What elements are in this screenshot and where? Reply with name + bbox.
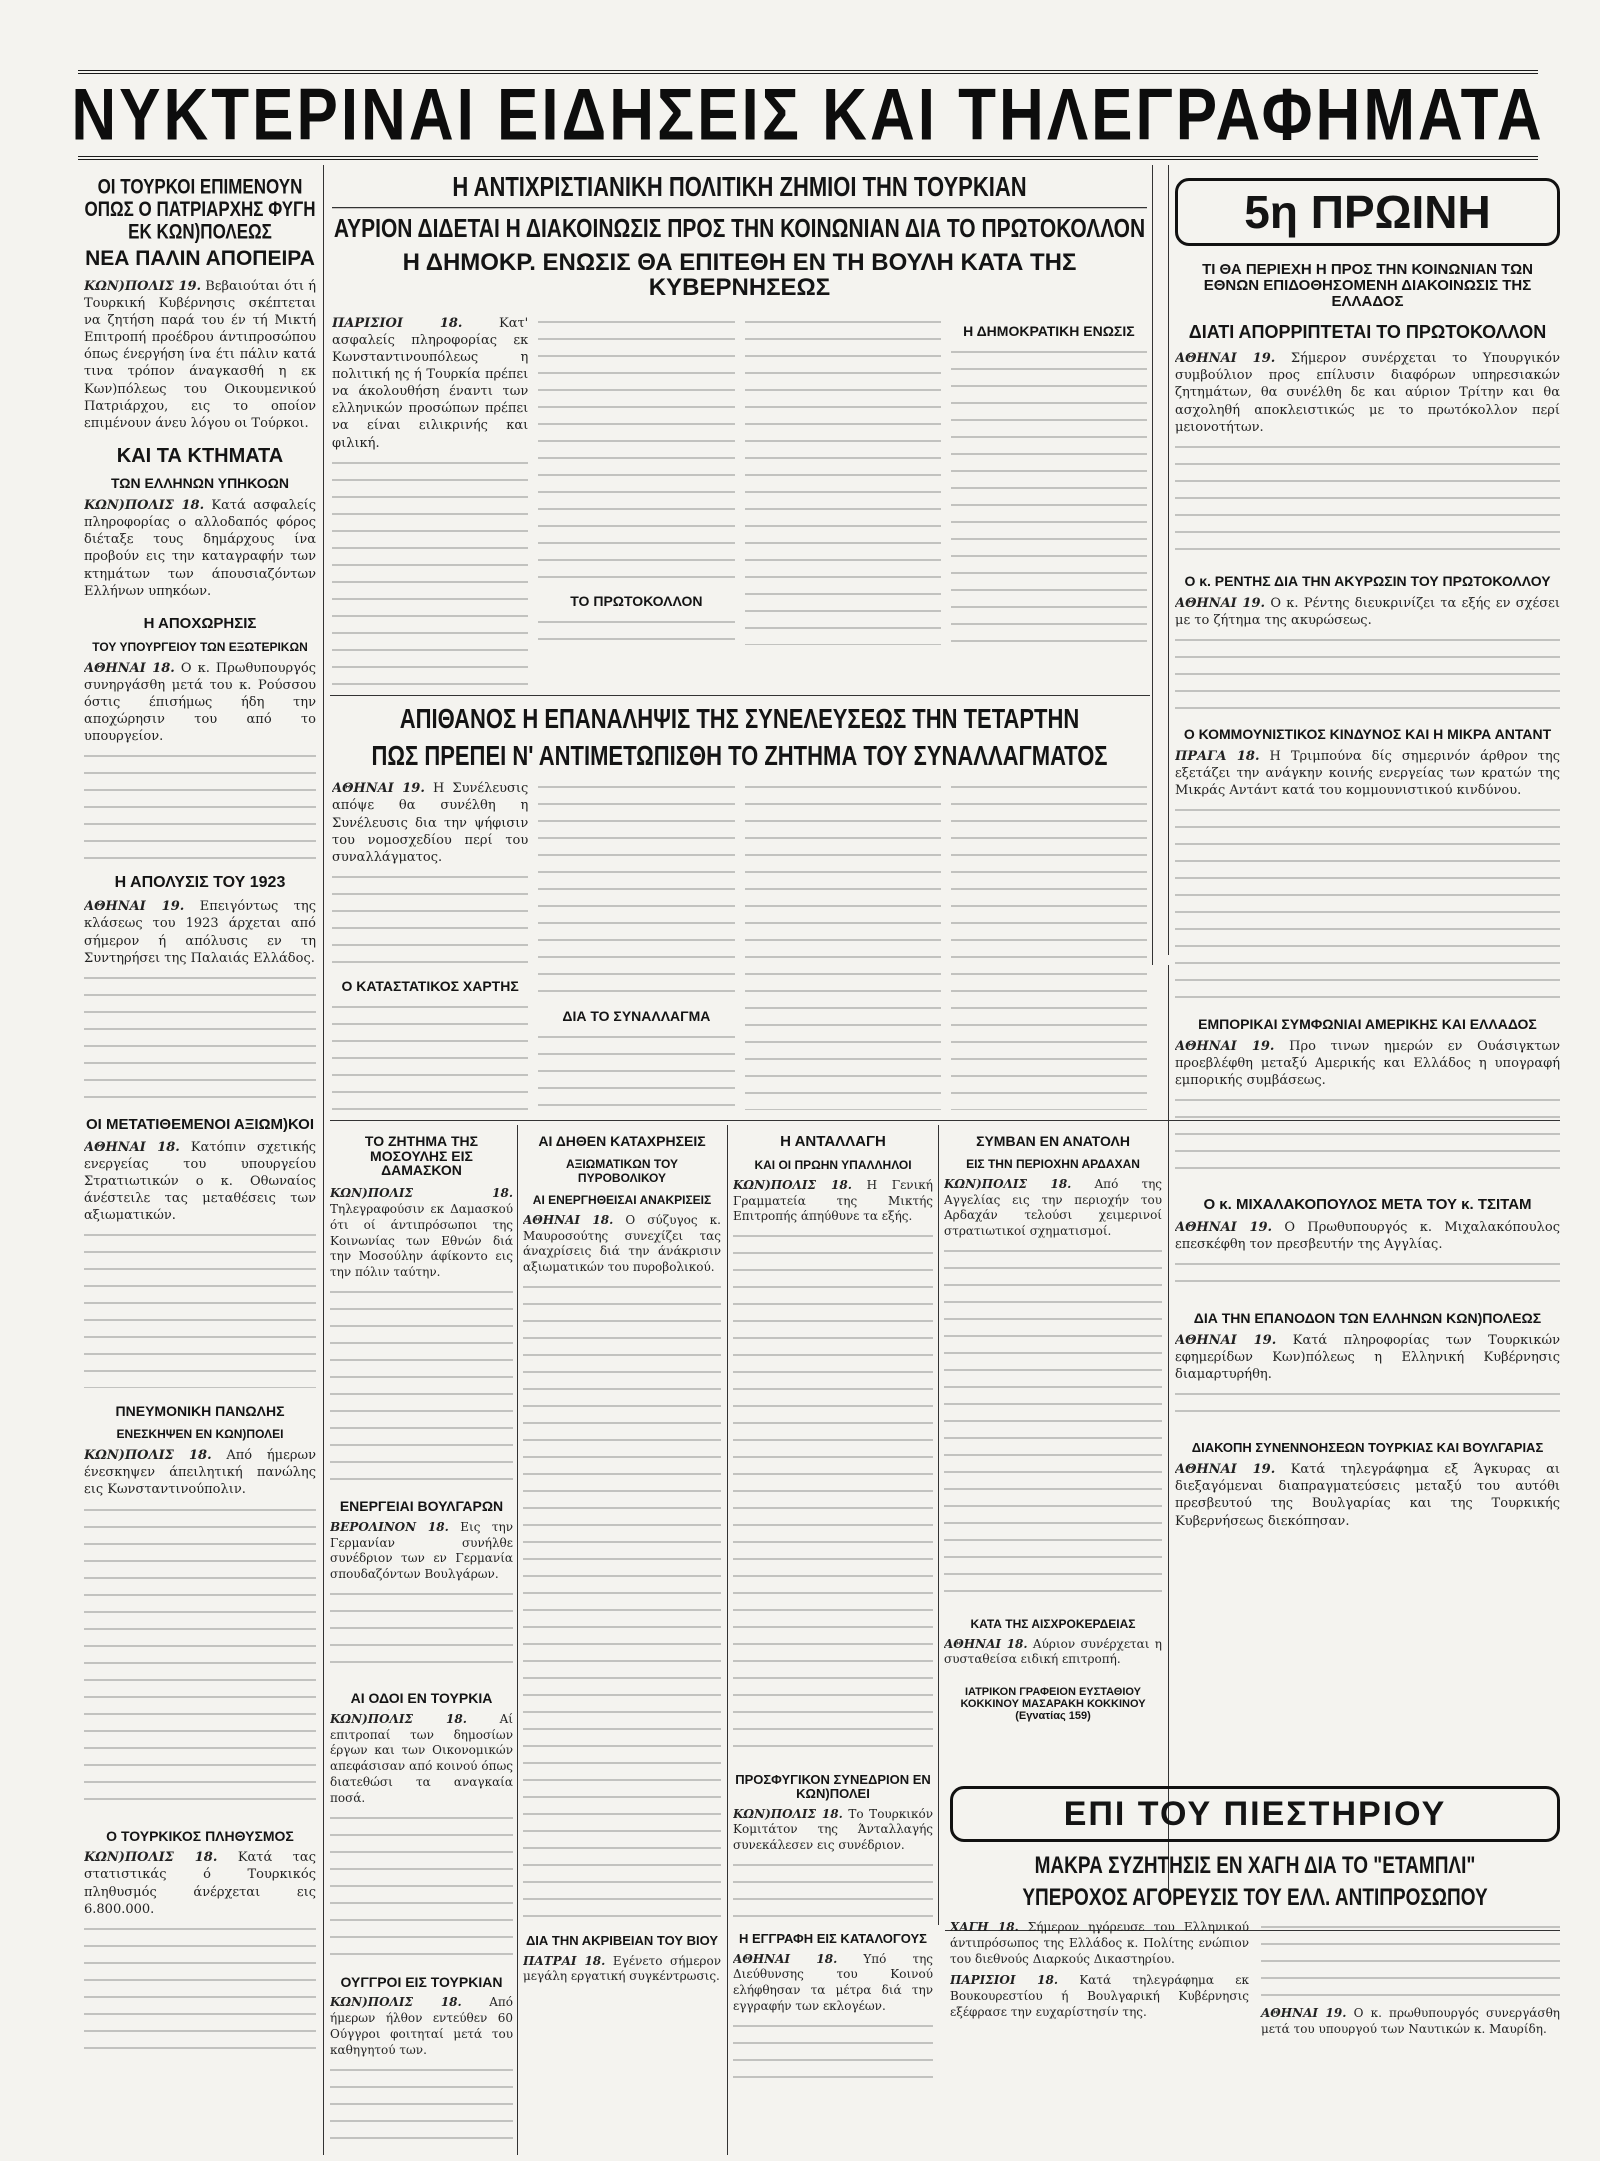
text-column	[332, 780, 528, 1118]
article-text	[950, 1973, 1249, 2020]
article-text	[84, 497, 316, 600]
article-body: Η Γενική Γραμματεία της Μικτής Επιτροπής άπηύθυνε τα εξής.	[733, 1177, 933, 1224]
column-rule	[727, 1125, 728, 2155]
dateline: ΚΩΝ)ΠΟΛΙΣ 18.	[84, 497, 205, 513]
dateline: ΑΘΗΝΑΙ 18.	[944, 1636, 1028, 1651]
text-lines	[538, 1030, 734, 1110]
article-body: Κατά πληροφορίας των Τουρκικών εφημερίδων Κων)πόλεως η Ελληνική Κυβέρνησις διαμαρτυρήθη.	[1175, 1332, 1560, 1383]
text-lines	[84, 1503, 316, 1813]
masthead	[71, 70, 1545, 160]
headline: Ο κ. ΜΙΧΑΛΑΚΟΠΟΥΛΟΣ ΜΕΤΑ ΤΟΥ κ. ΤΣΙΤΑΜ	[1203, 1196, 1532, 1214]
text-column	[745, 315, 941, 693]
dateline: ΑΘΗΝΑΙ 19.	[1175, 1038, 1275, 1054]
dateline: ΒΕΡΟΛΙΝΟΝ 18.	[330, 1519, 449, 1534]
subheadline: ΚΑΙ ΟΙ ΠΡΩΗΝ ΥΠΑΛΛΗΛΟΙ	[754, 1157, 912, 1172]
headline: ΚΑΤΑ ΤΗΣ ΑΙΣΧΡΟΚΕΡΔΕΙΑΣ	[970, 1617, 1136, 1631]
headline: ΕΝΕΡΓΕΙΑΙ ΒΟΥΛΓΑΡΩΝ	[339, 1498, 504, 1515]
text-column	[1261, 1920, 1560, 2038]
right-column	[1175, 168, 1560, 1923]
text-lines	[84, 749, 316, 859]
dateline: ΠΑΤΡΑΙ 18.	[523, 1953, 606, 1968]
article-body: Εις την Γερμανίαν συνήλθε συνέδριον των εν Γερμανία σπουδαζόντων Βουλγάρων.	[330, 1519, 513, 1582]
column-rule	[938, 1125, 939, 1925]
article-body: Η Τριμπούνα δίς σημερινόν άρθρον της εξετάζει την ανάγκην κοινής ενεργείας των κρατών της Μικράς Αντάντ κατά του κομμουνιστικού κινδύνου.	[1175, 748, 1560, 798]
dateline: ΑΘΗΝΑΙ 18.	[84, 1139, 180, 1155]
article-text	[330, 1186, 513, 1281]
dateline: ΑΘΗΝΑΙ 19.	[332, 781, 425, 797]
edition-box: 5η ΠΡΩΙΝΗ	[1175, 178, 1560, 246]
dateline: ΚΩΝ)ΠΟΛΙΣ 18.	[84, 1448, 212, 1464]
left-column	[84, 170, 316, 2155]
headline: ΕΜΠΟΡΙΚΑΙ ΣΥΜΦΩΝΙΑΙ ΑΜΕΡΙΚΗΣ ΚΑΙ ΕΛΛΑΔΟΣ	[1198, 1016, 1537, 1033]
text-lines	[745, 315, 941, 645]
headline: Η ΑΝΤΙΧΡΙΣΤΙΑΝΙΚΗ ΠΟΛΙΤΙΚΗ ΖΗΜΙΟΙ ΤΗΝ ΤΟΥΡΚΙΑΝ	[452, 170, 1027, 202]
headline: Η ΑΠΟΧΩΡΗΣΙΣ	[143, 614, 257, 632]
article-text	[950, 1920, 1249, 1967]
article-body: Κατά τηλεγράφημα εκ Βουκουρεστίου ή Βουλγαρική Κυβέρνησις εξέφρασε την ευχαρίστησίν της.	[950, 1973, 1249, 2020]
text-column	[745, 780, 941, 1118]
headline: ΑΙ ΔΗΘΕΝ ΚΑΤΑΧΡΗΣΕΙΣ	[538, 1133, 706, 1149]
text-lines	[538, 615, 734, 645]
subheadline: Η ΔΗΜΟΚΡΑΤΙΚΗ ΕΝΩΣΙΣ	[963, 322, 1135, 339]
text-lines	[332, 1000, 528, 1118]
article-text	[733, 1807, 933, 1854]
column-rule	[1168, 165, 1169, 955]
text-lines	[84, 971, 316, 1101]
subheadline: Ο ΚΑΤΑΣΤΑΤΙΚΟΣ ΧΑΡΤΗΣ	[341, 977, 519, 994]
headline: ΝΕΑ ΠΑΛΙΝ ΑΠΟΠΕΙΡΑ	[85, 246, 315, 270]
article-body: Ο κ. Πρωθυπουργός συνηργάσθη μετά του κ. Ρούσσου όστις έπισήμως ήδη την αποχώρησιν του από το υπουργείον.	[84, 660, 316, 745]
text-lines	[332, 456, 528, 693]
headline: ΣΥΜΒΑΝ ΕΝ ΑΝΑΤΟΛΗ	[976, 1133, 1130, 1149]
headline: ΜΑΚΡΑ ΣΥΖΗΤΗΣΙΣ ΕΝ ΧΑΓΗ ΔΙΑ ΤΟ "ΕΤΑΜΠΛΙ"	[1034, 1852, 1476, 1879]
article-columns	[950, 1920, 1560, 2038]
headline: ΔΙΑΤΙ ΑΠΟΡΡΙΠΤΕΤΑΙ ΤΟ ΠΡΩΤΟΚΟΛΛΟΝ	[1188, 322, 1547, 343]
dateline: ΑΘΗΝΑΙ 19.	[1175, 1332, 1277, 1348]
article-text	[733, 1178, 933, 1225]
article-body: Από ήμερων ένεσκηψεν άπειλητική πανώλης εις Κωνσταντινούπολιν.	[84, 1448, 316, 1498]
headline: ΚΑΙ ΤΑ ΚΤΗΜΑΤΑ	[116, 444, 284, 467]
headline: ΠΝΕΥΜΟΝΙΚΗ ΠΑΝΩΛΗΣ	[115, 1403, 285, 1420]
article-text	[1175, 1332, 1560, 1383]
section-rule	[330, 695, 1150, 696]
subheadline: ΕΝΕΣΚΗΨΕΝ ΕΝ ΚΩΝ)ΠΟΛΕΙ	[116, 1427, 284, 1442]
text-column	[951, 780, 1147, 1118]
headline: Η ΑΝΤΑΛΛΑΓΗ	[780, 1133, 886, 1150]
text-lines	[1175, 633, 1560, 713]
dateline: ΠΑΡΙΣΙΟΙ 18.	[950, 1973, 1059, 1988]
headline: Η ΕΓΓΡΑΦΗ ΕΙΣ ΚΑΤΑΛΟΓΟΥΣ	[739, 1931, 927, 1946]
dateline: ΚΩΝ)ΠΟΛΙΣ 19.	[84, 278, 202, 294]
center-middle	[332, 700, 1147, 1118]
article-text	[84, 278, 316, 432]
subheadline: ΤΟΥ ΥΠΟΥΡΓΕΙΟΥ ΤΩΝ ΕΞΩΤΕΡΙΚΩΝ	[92, 639, 308, 654]
mid-column-3	[733, 1126, 933, 2151]
stop-press-section	[950, 1780, 1560, 2155]
article-text	[1175, 1038, 1560, 1089]
article-body: Κατά τας στατιστικάς ό Τουρκικός πληθυσμός άνέρχεται εις 6.800.000.	[84, 1850, 316, 1917]
stop-press-box: ΕΠΙ ΤΟΥ ΠΙΕΣΤΗΡΙΟΥ	[950, 1786, 1560, 1842]
article-text	[1175, 350, 1560, 436]
article-text	[84, 1447, 316, 1498]
headline: ΤΟ ΖΗΤΗΜΑ ΤΗΣ ΜΟΣΟΥΛΗΣ ΕΙΣ ΔΑΜΑΣΚΟΝ	[364, 1133, 479, 1179]
text-lines	[1175, 803, 1560, 1003]
dateline: ΑΘΗΝΑΙ 18.	[523, 1212, 614, 1227]
text-lines	[330, 1587, 513, 1677]
headline: ΤΙ ΘΑ ΠΕΡΙΕΧΗ Η ΠΡΟΣ ΤΗΝ ΚΟΙΝΩΝΙΑΝ ΤΩΝ ΕΘΝΩΝ ΕΠΙΔΟΘΗΣΟΜΕΝΗ ΔΙΑΚΟΙΝΩΣΙΣ ΤΗΣ ΕΛΛΑΔΟΣ	[1202, 261, 1533, 310]
text-lines	[1175, 1257, 1560, 1297]
column-rule	[517, 1125, 518, 2155]
article-body: Βεβαιούται ότι ή Τουρκική Κυβέρνησις σκέπτεται να ζητήση παρά του έν τή Μικτή Επιτροπή προέδρου άντιπροσώπου όπως ένεργήση ίνα έτι πάλιν κατά τινα τρόπον άναγκασθή η εκ Κων)πόλεως του Οικουμενικού Πατριάρχου, εις το οποίον επιμένουν άνευ λόγου οι Τούρκοι.	[84, 278, 316, 431]
text-lines	[733, 2019, 933, 2089]
text-lines	[84, 1922, 316, 2062]
dateline: ΠΑΡΙΣΙΟΙ 18.	[332, 315, 463, 331]
text-lines	[1175, 1093, 1560, 1183]
dateline: ΑΘΗΝΑΙ 19.	[1175, 351, 1276, 367]
article-text	[332, 780, 528, 866]
text-lines	[1175, 1387, 1560, 1427]
dateline: ΑΘΗΝΑΙ 19.	[1175, 1219, 1273, 1235]
dateline: ΠΡΑΓΑ 18.	[1175, 748, 1260, 764]
dateline: ΚΩΝ)ΠΟΛΙΣ 18.	[733, 1806, 843, 1821]
article-columns	[332, 315, 1147, 693]
dateline: ΚΩΝ)ΠΟΛΙΣ 18.	[330, 1995, 462, 2010]
headline: ΑΠΙΘΑΝΟΣ Η ΕΠΑΝΑΛΗΨΙΣ ΤΗΣ ΣΥΝΕΛΕΥΣΕΩΣ ΤΗΝ ΤΕΤΑΡΤΗΝ	[399, 702, 1080, 734]
headline: ΠΡΟΣΦΥΓΙΚΟΝ ΣΥΝΕΔΡΙΟΝ ΕΝ ΚΩΝ)ΠΟΛΕΙ	[735, 1772, 931, 1801]
article-body: Αί επιτροπαί των δημοσίων έργων και των Οικονομικών απεφάσισαν από κοινού όπως διατεθώσι τα αναγκαία ποσά.	[330, 1711, 513, 1805]
headline: ΑΙ ΟΔΟΙ ΕΝ ΤΟΥΡΚΙΑ	[350, 1690, 493, 1707]
article-text	[84, 1849, 316, 1918]
article-body: Ο κ. πρωθυπουργός συνεργάσθη μετά του υπουργού των Ναυτικών κ. Μαυρίδη.	[1261, 2005, 1560, 2036]
article-body: Το Τουρκικόν Κομιτάτον της Άνταλλαγής συνεκάλεσεν εις συνέδριον.	[733, 1806, 933, 1853]
article-text	[84, 1139, 316, 1225]
article-text	[523, 1213, 721, 1276]
text-lines	[538, 780, 734, 1000]
article-body: Σήμερον ηγόρευσε του Ελληνικού άντιπρόσωπος της Ελλάδος κ. Πολίτης ενώπιον του διεθνούς Διαρκούς Δικαστηρίου.	[950, 1919, 1249, 1966]
article-columns	[332, 780, 1147, 1118]
subheadline: ΑΙ ΕΝΕΡΓΗΘΕΙΣΑΙ ΑΝΑΚΡΙΣΕΙΣ	[532, 1192, 712, 1207]
headline: Η ΔΗΜΟΚΡ. ΕΝΩΣΙΣ ΘΑ ΕΠΙΤΕΘΗ ΕΝ ΤΗ ΒΟΥΛΗ ΚΑΤΑ ΤΗΣ ΚΥΒΕΡΝΗΣΕΩΣ	[402, 249, 1077, 302]
column-rule	[1168, 965, 1169, 1895]
text-lines	[330, 1811, 513, 1961]
column-rule	[323, 165, 324, 2155]
article-text	[1175, 748, 1560, 799]
headline: ΔΙΑ ΤΗΝ ΕΠΑΝΟΔΟΝ ΤΩΝ ΕΛΛΗΝΩΝ ΚΩΝ)ΠΟΛΕΩΣ	[1193, 1310, 1542, 1327]
dateline: ΑΘΗΝΑΙ 19.	[1175, 595, 1266, 611]
article-body: Κατόπιν σχετικής ενεργείας του υπουργείου Στρατιωτικών ο κ. Οθωναίος άνέστειλε τας μεταθέσεις των αξιωματικών.	[84, 1139, 316, 1224]
article-text	[523, 1954, 721, 1986]
article-body: Σήμερον συνέρχεται το Υπουργικόν συμβούλιον προς επίλυσιν διαφόρων υπηρεσιακών ζητημάτων, θα συνέλθη δε και αύριον Τρίτην και θα ασχοληθή αποκλειστικώς με το πρωτόκολλον περί μειονοτήτων.	[1175, 351, 1560, 435]
article-text	[944, 1637, 1162, 1669]
article-text	[330, 1520, 513, 1583]
article-body: Η Συνέλευσις απόψε θα συνέλθη η Συνέλευσις δια την ψήφισιν του νομοσχεδίου περί του συναλλάγματος.	[332, 781, 529, 865]
subheadline: ΔΙΑ ΤΟ ΣΥΝΑΛΛΑΓΜΑ	[562, 1008, 711, 1025]
text-column	[950, 1920, 1249, 2038]
text-column	[332, 315, 528, 693]
article-body: Υπό της Διεύθυνσης του Κοινού ελήφθησαν τα μέτρα διά την εγγραφήν των εκλογέων.	[733, 1951, 933, 2014]
article-body: Ο κ. Ρέντης διευκρινίζει τα εξής εν σχέσει με το ζήτημα της ακυρώσεως.	[1175, 595, 1560, 628]
headline: Ο κ. ΡΕΝΤΗΣ ΔΙΑ ΤΗΝ ΑΚΥΡΩΣΙΝ ΤΟΥ ΠΡΩΤΟΚΟΛΛΟΥ	[1184, 572, 1551, 589]
article-body: Επειγόντως της κλάσεως του 1923 άρχεται από σήμερον ή απόλυσις εν τη Συντηρήσει της Παλαιάς Ελλάδος.	[84, 899, 316, 966]
text-column	[951, 315, 1147, 693]
dateline: ΧΑΓΗ 18.	[950, 1919, 1019, 1934]
dateline: ΑΘΗΝΑΙ 19.	[1175, 1462, 1276, 1478]
dateline: ΚΩΝ)ΠΟΛΙΣ 18.	[733, 1177, 852, 1192]
article-body: Κατά ασφαλείς πληροφορίας ο αλλοδαπός φόρος διέταξε τους δημάρχους ίνα προβούν εις την καταγραφήν των κτημάτων των άπουσιαζόντων Ελλήνων υπηκόων.	[84, 497, 316, 599]
text-column	[538, 780, 734, 1118]
article-text	[330, 1712, 513, 1807]
article-body: Από ήμερων ήλθον εντεύθεν 60 Ούγγροι φοιτηταί μετά του καθηγητού των.	[330, 1995, 513, 2057]
article-text	[1261, 2006, 1560, 2038]
dateline: ΚΩΝ)ΠΟΛΙΣ 18.	[944, 1176, 1072, 1191]
headline: ΔΙΑ ΤΗΝ ΑΚΡΙΒΕΙΑΝ ΤΟΥ ΒΙΟΥ	[525, 1933, 719, 1948]
column-rule	[1152, 165, 1153, 965]
dateline: ΚΩΝ)ΠΟΛΙΣ 18.	[84, 1850, 218, 1866]
text-lines	[1175, 440, 1560, 560]
article-body: Προ τινων ημερών εν Ουάσιγκτων προεβλέφθη μεταξύ Αμερικής και Ελλάδος η υπογραφή εμπορικής συμβάσεως.	[1175, 1038, 1560, 1089]
text-column	[538, 315, 734, 693]
text-lines	[951, 780, 1147, 1110]
text-lines	[84, 1228, 316, 1388]
article-text	[84, 898, 316, 967]
article-text	[332, 315, 528, 452]
headline: ΟΥΓΓΡΟΙ ΕΙΣ ΤΟΥΡΚΙΑΝ	[340, 1973, 503, 1990]
headline: ΥΠΕΡΟΧΟΣ ΑΓΟΡΕΥΣΙΣ ΤΟΥ ΕΛΛ. ΑΝΤΙΠΡΟΣΩΠΟΥ	[1022, 1884, 1488, 1911]
article-body: Αύριον συνέρχεται η συσταθείσα ειδική επιτροπή.	[944, 1636, 1162, 1667]
headline: ΠΩΣ ΠΡΕΠΕΙ Ν' ΑΝΤΙΜΕΤΩΠΙΣΘΗ ΤΟ ΖΗΤΗΜΑ ΤΟΥ ΣΥΝΑΛΛΑΓΜΑΤΟΣ	[371, 739, 1108, 772]
subheadline: ΤΩΝ ΕΛΛΗΝΩΝ ΥΠΗΚΟΩΝ	[111, 474, 289, 491]
text-lines	[733, 1229, 933, 1759]
subheadline: ΕΙΣ ΤΗΝ ΠΕΡΙΟΧΗΝ ΑΡΔΑΧΑΝ	[966, 1156, 1140, 1171]
headline: ΟΙ ΤΟΥΡΚΟΙ ΕΠΙΜΕΝΟΥΝ ΟΠΩΣ Ο ΠΑΤΡΙΑΡΧΗΣ ΦΥΓΗ ΕΚ ΚΩΝ)ΠΟΛΕΩΣ	[84, 174, 316, 244]
text-lines	[538, 315, 734, 585]
dateline: ΑΘΗΝΑΙ 19.	[1261, 2005, 1347, 2020]
article-text	[1175, 595, 1560, 629]
dateline: ΑΘΗΝΑΙ 19.	[84, 899, 185, 915]
headline: Η ΑΠΟΛΥΣΙΣ ΤΟΥ 1923	[114, 874, 286, 892]
article-body: Ο σύζυγος κ. Μαυροσούτης συνεχίζει τας άναχρίσεις διά την άνάκρισιν αξιωματικών του πυροβολικού.	[523, 1212, 721, 1275]
dateline: ΚΩΝ)ΠΟΛΙΣ 18.	[330, 1186, 513, 1201]
mid-column-1	[330, 1126, 513, 2151]
article-body: Από της Αγγελίας εις την περιοχήν του Αρδαχάν τελούσι χειμερινοί στρατιωτικοί σχηματισμοί.	[944, 1176, 1162, 1239]
article-body: Κατά τηλεγράφημα εξ Άγκυρας αι διεξαγόμεναι διαπραγματεύσεις μεταξύ του αυτόθι πρεσβευτού της Βουλγαρίας και της Τουρκικής Κυβερνήσεως διεκόπησαν.	[1175, 1462, 1560, 1529]
mid-column-2	[523, 1126, 721, 2151]
headline: ΟΙ ΜΕΤΑΤΙΘΕΜΕΝΟΙ ΑΞΙΩΜ)ΚΟΙ	[85, 1115, 315, 1133]
article-text	[84, 660, 316, 746]
dateline: ΚΩΝ)ΠΟΛΙΣ 18.	[330, 1711, 467, 1726]
dateline: ΑΘΗΝΑΙ 18.	[733, 1951, 838, 1966]
headline: ΔΙΑΚΟΠΗ ΣΥΝΕΝΝΟΗΣΕΩΝ ΤΟΥΡΚΙΑΣ ΚΑΙ ΒΟΥΛΓΑΡΙΑΣ	[1191, 1440, 1544, 1456]
subheadline: ΑΞΙΩΜΑΤΙΚΩΝ ΤΟΥ ΠΥΡΟΒΟΛΙΚΟΥ	[565, 1156, 679, 1185]
dateline: ΑΘΗΝΑΙ 18.	[84, 660, 175, 676]
center-top	[332, 168, 1147, 693]
headline: Ο ΤΟΥΡΚΙΚΟΣ ΠΛΗΘΥΣΜΟΣ	[106, 1827, 294, 1844]
advertisement: ΙΑΤΡΙΚΟΝ ΓΡΑΦΕΙΟΝ ΕΥΣΤΑΘΙΟΥ ΚΟΚΚΙΝΟΥ ΜΑΣΑΡΑΚΗ ΚΟΚΚΙΝΟΥ (Εγνατίας 159)	[960, 1686, 1146, 1723]
article-body: Κατ' ασφαλείς πληροφορίας εκ Κωνσταντινουπόλεως η πολιτική ης ή Τουρκία πρέπει να άκολουθήση έναντι των ελληνικών προσώπων πρέπει να είναι ειλικρινής και φιλική.	[332, 315, 529, 451]
text-lines	[1261, 1920, 1560, 2000]
article-body: Εγένετο σήμερον μεγάλη εργατική συγκέντρωσις.	[523, 1953, 721, 1984]
article-body: Ο Πρωθυπουργός κ. Μιχαλακόπουλος επεσκέφθη τον πρεσβευτήν της Αγγλίας.	[1175, 1219, 1560, 1253]
text-lines	[745, 780, 941, 1110]
article-text	[1175, 1461, 1560, 1530]
masthead-title: ΝΥΚΤΕΡΙΝΑΙ ΕΙΔΗΣΕΙΣ ΚΑΙ ΤΗΛΕΓΡΑΦΗΜΑΤΑ	[71, 74, 1545, 156]
text-lines	[523, 1280, 721, 1920]
text-lines	[951, 345, 1147, 645]
text-lines	[330, 2063, 513, 2151]
headline: ΑΥΡΙΟΝ ΔΙΔΕΤΑΙ Η ΔΙΑΚΟΙΝΩΣΙΣ ΠΡΟΣ ΤΗΝ ΚΟΙΝΩΝΙΑΝ ΔΙΑ ΤΟ ΠΡΩΤΟΚΟΛΛΟΝ	[332, 207, 1147, 243]
article-text	[330, 1995, 513, 2058]
subheadline: ΤΟ ΠΡΩΤΟΚΟΛΛΟΝ	[570, 592, 703, 609]
article-text	[733, 1952, 933, 2015]
text-lines	[332, 870, 528, 970]
headline: Ο ΚΟΜΜΟΥΝΙΣΤΙΚΟΣ ΚΙΝΔΥΝΟΣ ΚΑΙ Η ΜΙΚΡΑ ΑΝΤΑΝΤ	[1183, 725, 1552, 742]
article-text	[944, 1177, 1162, 1240]
article-text	[1175, 1219, 1560, 1253]
article-body: Τηλεγραφούσιν εκ Δαμασκού ότι οί άντιπρόσωποι της Κοινωνίας των Εθνών διά την Μοσούλην άφίκοντο εις την πόλιν ταύτην.	[330, 1201, 513, 1280]
text-lines	[944, 1244, 1162, 1604]
text-lines	[733, 1858, 933, 1918]
text-lines	[330, 1285, 513, 1485]
